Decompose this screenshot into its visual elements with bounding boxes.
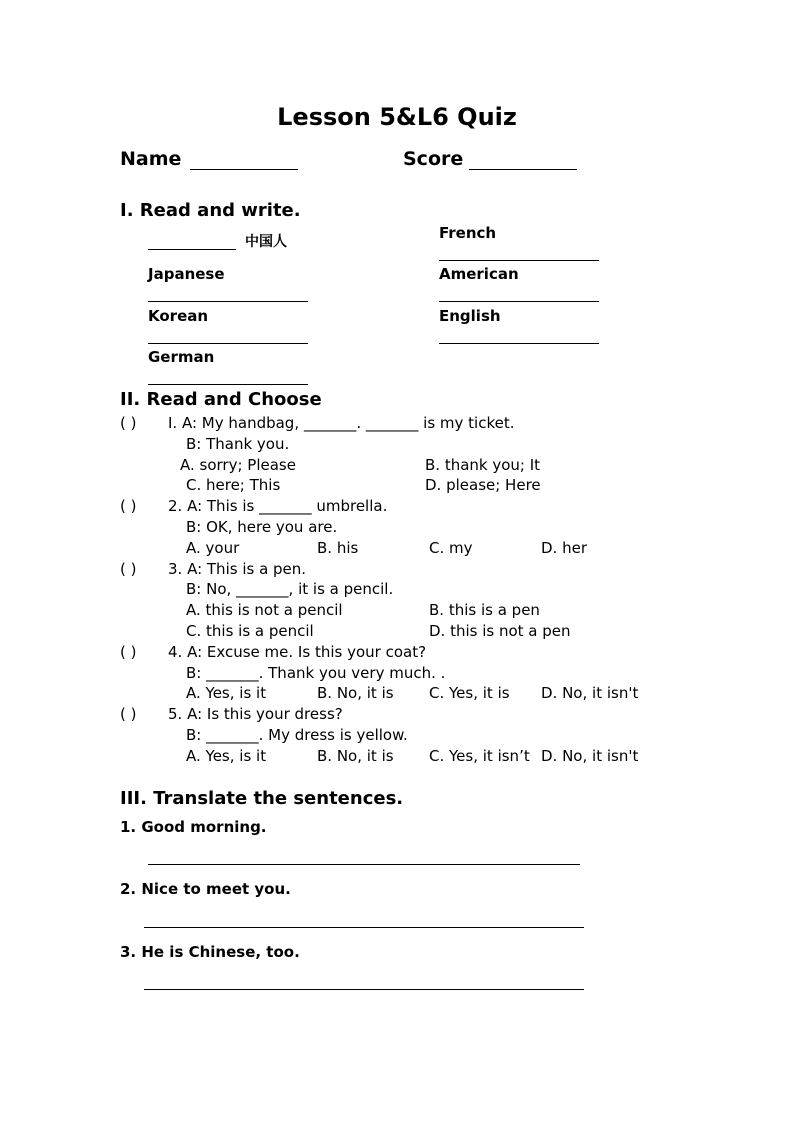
translate-blank-2[interactable] [144, 927, 584, 928]
question-stem: 3. A: This is a pen. [168, 560, 307, 578]
option-b[interactable]: B. this is a pen [429, 601, 540, 619]
option-d[interactable]: D. this is not a pen [429, 622, 571, 640]
option-c[interactable]: C. my [429, 539, 473, 557]
question-stem: 4. A: Excuse me. Is this your coat? [168, 643, 427, 661]
score-label: Score [403, 148, 464, 170]
question-stem: 2. A: This is _______ umbrella. [168, 497, 388, 515]
score-blank[interactable] [469, 169, 577, 170]
option-a[interactable]: A. sorry; Please [180, 456, 296, 474]
translate-blank-3[interactable] [144, 989, 584, 990]
question-line: B: Thank you. [186, 435, 290, 453]
section-1-heading: I. Read and write. [120, 200, 301, 221]
option-c[interactable]: C. Yes, it isn’t [429, 747, 530, 765]
write-blank-german[interactable] [148, 384, 308, 385]
page-title: Lesson 5&L6 Quiz [277, 103, 517, 131]
option-c[interactable]: C. Yes, it is [429, 684, 510, 702]
write-blank-japanese[interactable] [148, 301, 308, 302]
answer-bracket[interactable]: ( ) [120, 560, 137, 578]
answer-bracket[interactable]: ( ) [120, 497, 137, 515]
answer-bracket[interactable]: ( ) [120, 643, 137, 661]
option-c[interactable]: C. here; This [186, 476, 281, 494]
option-a[interactable]: A. this is not a pencil [186, 601, 343, 619]
translate-prompt-1: 1. Good morning. [120, 818, 267, 836]
word-label-korean: Korean [148, 307, 209, 325]
option-a[interactable]: A. Yes, is it [186, 684, 267, 702]
option-b[interactable]: B. No, it is [317, 684, 394, 702]
question-stem: 5. A: Is this your dress? [168, 705, 343, 723]
section-2-heading: II. Read and Choose [120, 389, 322, 410]
word-label-american: American [439, 265, 519, 283]
name-blank[interactable] [190, 169, 298, 170]
question-stem: I. A: My handbag, _______. _______ is my ticket. [168, 414, 515, 432]
option-d[interactable]: D. No, it isn't [541, 684, 639, 702]
section-3-heading: III. Translate the sentences. [120, 788, 404, 809]
word-label-japanese: Japanese [148, 265, 225, 283]
option-d[interactable]: D. her [541, 539, 587, 557]
word-label-chinese: 中国人 [245, 234, 287, 250]
write-blank-english[interactable] [439, 343, 599, 344]
answer-bracket[interactable]: ( ) [120, 705, 137, 723]
option-b[interactable]: B. No, it is [317, 747, 394, 765]
option-d[interactable]: D. No, it isn't [541, 747, 639, 765]
question-line: B: _______. My dress is yellow. [186, 726, 408, 744]
option-b[interactable]: B. thank you; It [425, 456, 541, 474]
translate-blank-1[interactable] [148, 864, 580, 865]
name-label: Name [120, 148, 182, 170]
word-label-english: English [439, 307, 501, 325]
option-a[interactable]: A. your [186, 539, 240, 557]
question-line: B: _______. Thank you very much. . [186, 664, 446, 682]
question-line: B: No, _______, it is a pencil. [186, 580, 394, 598]
translate-prompt-2: 2. Nice to meet you. [120, 880, 291, 898]
option-a[interactable]: A. Yes, is it [186, 747, 267, 765]
write-blank-french[interactable] [439, 260, 599, 261]
word-label-german: German [148, 348, 215, 366]
word-label-french: French [439, 224, 497, 242]
translate-prompt-3: 3. He is Chinese, too. [120, 943, 300, 961]
option-d[interactable]: D. please; Here [425, 476, 541, 494]
write-blank-korean[interactable] [148, 343, 308, 344]
write-blank-american[interactable] [439, 301, 599, 302]
write-blank-chinese[interactable] [148, 249, 236, 250]
answer-bracket[interactable]: ( ) [120, 414, 137, 432]
option-c[interactable]: C. this is a pencil [186, 622, 314, 640]
question-line: B: OK, here you are. [186, 518, 338, 536]
option-b[interactable]: B. his [317, 539, 359, 557]
